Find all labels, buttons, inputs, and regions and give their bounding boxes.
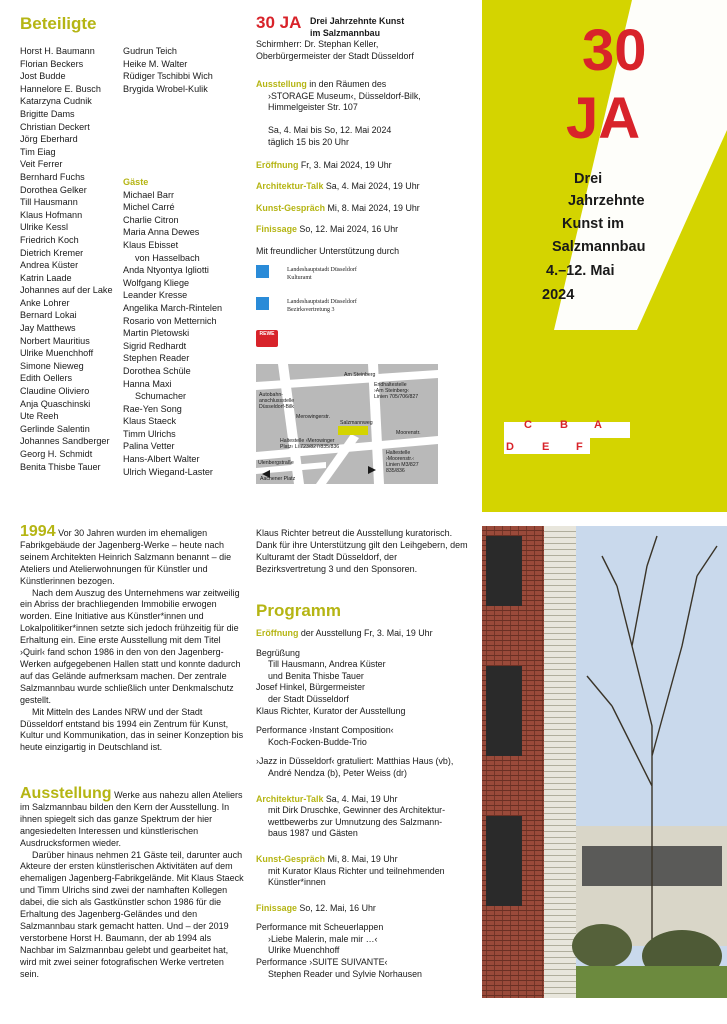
programm-text: ›Liebe Malerin, male mir …‹ [268,933,378,944]
street-label: Aachener Platz [260,476,296,482]
history-text: Vor 30 Jahren wurden im ehemaligen Fabrikgebäude der Jagenberg-Werke – heute nach seinem Architekten Heinrich Salzmann benannt – die Ateliers und Atelierwohnungen für Künstler und Künstlerinnen bezogen. [20,528,232,586]
name-list-item: Klaus Staeck [123,416,177,427]
history-text: Mit Mitteln des Landes NRW und der Stadt Düsseldorf entstand bis 1994 ein Zentrum für Kunst, Kultur und Kommunikation, das in seiner Konzeption bis heute einzigartig in Deutschland ist. [20,706,244,753]
participants-list-1 [20,45,113,473]
name-list-item: Gudrun Teich [123,46,177,56]
name-list-item: Stephen Reader [123,353,190,364]
rewe-text: REWE [259,331,275,337]
address-line: Himmelgeister Str. 107 [268,102,358,113]
patron [256,39,414,62]
sponsor-line: Bezirksvertretung 3 [287,306,335,313]
name-list-item: Georg H. Schmidt [20,449,93,459]
motorway-label: Autobahn- anschlussstelle Düsseldorf-Bilk [259,392,295,410]
panel-big-ja: JA [566,86,641,151]
programm-label: Eröffnung [256,628,299,638]
name-list-item: Friedrich Koch [20,234,79,245]
sponsor-line: Landeshauptstadt Düsseldorf [287,267,357,273]
name-list-item: Anda Ntyontya Igliotti [123,265,209,276]
patron-line: Schirmherr: Dr. Stephan Keller, [256,39,379,49]
title-line: im Salzmannbau [310,27,381,38]
stop-label-steinberg: Endhaltestelle ›Am Steinberg‹ Linien 705/706/827 [374,382,419,400]
rewe-logo-icon [256,330,278,347]
programm-text: Koch-Focken-Budde-Trio [268,736,367,747]
name-list-item: Michael Barr [123,189,175,200]
panel-line: Kunst im [562,216,625,232]
programm-text: Künstler*innen [268,877,326,888]
street-label: Am Steinberg [344,372,376,378]
name-list-item: Bernhard Fuchs [20,171,85,182]
ausstellung-text: Darüber hinaus nehmen 21 Gäste teil, darunter auch Akteure der ersten künstlerischen Aktivitäten auf dem ehemaligen Jagenberg-Fabrikgelände. Mit Klaus Staeck und Timm Ulrichs sind zwei der namhaften Kollegen dabei, die sich als Gastkünstler schon 1986 für die Erhaltung des Jagenberg-Geländes und den Salzmannbau stark gemacht hatten. Und – der 2019 verstorbene Horst H. Baumann, der ab 1994 als Nachbar im Salzmannbau gelebt und gearbeitet hat, wird mit zwei seiner fotografischen Werke vertreten sein. [20,849,244,979]
name-list-item: Horst H. Baumann [20,46,95,56]
name-list-item: Jörg Eberhard [20,134,78,145]
panel-line: Salzmannbau [552,239,646,255]
dates-line: Sa, 4. Mai bis So, 12. Mai 2024 [268,125,392,135]
duesseldorf-logo-icon [256,297,269,310]
name-list-item: Klaus Ebisset [123,239,179,250]
name-list-item: Bernard Lokai [20,310,77,321]
sponsor-2 [287,299,357,314]
name-list-item: Schumacher [135,391,187,402]
title-line: Drei Jahrzehnte Kunst [310,16,405,26]
stop-label-merowinger: Haltestelle ›Merowinger Platz‹ Li 723/827/835/836 [280,438,340,450]
programm-text: Klaus Richter, Kurator der Ausstellung [256,705,406,716]
programm-text: mit Dirk Druschke, Gewinner des Architektur- [268,805,446,816]
programm-text: ›Jazz in Düsseldorf‹ gratuliert: Matthias Haus (vb), [256,756,454,767]
stop-label-moorenstr: Haltestelle ›Moorenstr.‹ Linien M3/827 835/836 [386,450,419,474]
name-list-item: Brigitte Dams [20,108,75,119]
letter-c: C [524,419,532,431]
name-list-item: Katrin Laade [20,272,72,283]
title-panel [482,0,727,512]
name-list-item: Dorothea Schüle [123,365,191,376]
photo-illustration [482,526,727,998]
gaeste-heading: Gäste [123,177,149,187]
name-list-item: Norbert Mauritius [20,335,90,346]
ausstellung-text: Werke aus nahezu allen Ateliers im Salzmannbau bilden den Kern der Ausstellung. In ihnen spiegelt sich das ganze Spektrum der hier angesiedelten Interessen und künstlerischen Ausdrucksformen wieder. [20,790,243,848]
programm-text: Performance mit Scheuerlappen [256,922,384,933]
letter-f: F [576,441,583,453]
name-list-item: Hans-Albert Walter [123,454,200,465]
programm-text: André Nendza (b), Peter Weiss (dr) [268,767,407,778]
programm-text: Till Hausmann, Andrea Küster [268,659,386,670]
panel-line: 2024 [542,287,575,303]
history-section [20,523,245,754]
patron-line: Oberbürgermeister der Stadt Düsseldorf [256,50,414,61]
events-list [256,155,420,240]
name-list-item: Johannes Sandberger [20,436,110,447]
name-list-item: Ute Reeh [20,411,59,422]
building-photo [482,526,727,998]
panel-big-30: 30 [582,18,647,83]
badge-30ja: 30 JA [256,13,302,32]
sponsor-1 [287,267,357,282]
name-list-item: Ulrike Muenchhoff [20,348,94,359]
opening-dates [268,125,391,148]
programm-text: Stephen Reader und Sylvie Norhausen [268,968,422,979]
name-list-item: Heike M. Walter [123,58,188,69]
programm-label: Architektur-Talk [256,793,324,804]
name-list-item: Jay Matthews [20,323,76,334]
name-list-item: Till Hausmann [20,197,78,208]
street-label: Moorenstr. [396,430,421,436]
programm-list [256,628,476,980]
panel-line: Jahrzehnte [568,193,645,209]
name-list-item: Johannes auf der Lake [20,285,113,296]
ausstellung-section [20,785,245,981]
name-list-item: Tim Eiag [20,146,56,157]
curator-note: Klaus Richter betreut die Ausstellung kuratorisch. Dank für ihre Unterstützung gilt den Leihgebern, dem Kulturamt der Stadt Düsseldorf, der Bezirksvertretung 3 und den Sponsoren. [256,528,468,574]
name-list-item: Andrea Küster [20,260,79,271]
name-list-item: Palina Vetter [123,441,175,452]
name-list-item: von Hasselbach [135,252,200,263]
name-list-item: Angelika March-Rintelen [123,302,223,313]
venue-line: ›STORAGE Museum‹, Düsseldorf-Bilk, [268,90,421,101]
info-title [310,16,404,39]
duesseldorf-logo-icon [256,265,269,278]
name-list-item: Brygida Wrobel-Kulik [123,83,208,94]
name-list-item: Wolfgang Kliege [123,277,190,288]
name-list-item: Dietrich Kremer [20,247,84,258]
gaeste-list [123,189,222,479]
letter-b: B [560,419,568,431]
name-list-item: Rosario von Metternich [123,315,217,326]
name-list-item: Anke Lohrer [20,297,70,308]
sponsor-line: Kulturamt [287,274,312,281]
name-list-item: Simone Nieweg [20,360,84,371]
programm-text: der Stadt Düsseldorf [268,693,349,704]
ausstellung-info [256,79,421,114]
name-list-item: Hanna Maxi [123,378,172,389]
event-line: Finissage So, 12. Mai 2024, 16 Uhr [256,223,399,234]
programm-text: Mi, 8. Mai, 19 Uhr [325,853,398,864]
letter-e: E [542,441,550,453]
name-list-item: Jost Budde [20,71,66,82]
programm-label: Kunst-Gespräch [256,853,326,864]
name-list-item: Veit Ferrer [20,159,63,170]
name-list-item: Sigrid Redhardt [123,340,187,351]
programm-text: mit Kurator Klaus Richter und teilnehmenden [268,865,445,876]
programm-text: der Ausstellung Fr, 3. Mai, 19 Uhr [298,628,433,638]
letter-d: D [506,441,514,453]
programm-label: Finissage [256,902,297,913]
ausstellung-label: Ausstellung [256,79,307,89]
location-map [256,364,438,484]
name-list-item: Ulrich Wiegand-Laster [123,466,213,477]
name-list-item: Michel Carré [123,202,175,213]
sponsor-line: Landeshauptstadt Düsseldorf [287,299,357,305]
panel-line: 4.–12. Mai [546,263,615,279]
hours-line: täglich 15 bis 20 Uhr [268,136,349,147]
programm-text: Sa, 4. Mai, 19 Uhr [323,793,398,804]
support-text: Mit freundlicher Unterstützung durch [256,246,400,256]
name-list-item: Anja Quaschinski [20,398,91,409]
name-list-item: Dorothea Gelker [20,184,87,195]
ausstellung-text: in den Räumen des [306,79,387,89]
name-list-item: Claudine Oliviero [20,386,90,397]
programm-text: So, 12. Mai, 16 Uhr [296,902,376,913]
programm-text: Begrüßung [256,647,300,658]
name-list-item: Rae-Yen Song [123,403,182,414]
beteiligte-heading: Beteiligte [20,14,97,33]
history-year: 1994 [20,523,56,540]
salzmannbau-marker [338,426,368,435]
event-line: Eröffnung Fr, 3. Mai 2024, 19 Uhr [256,160,392,170]
name-list-item: Christian Deckert [20,121,90,132]
name-list-item: Benita Thisbe Tauer [20,461,101,472]
name-list-item: Gerlinde Salentin [20,423,90,434]
programm-text: und Benita Thisbe Tauer [268,670,364,681]
history-text: Nach dem Auszug des Unternehmens war zeitweilig ein Abriss der brachliegenden Immobilie erwogen worden. Eine Initiative aus Künstler*innen und Lokalpolitiker*innen setzte sich jedoch frühzeitig für die Erhaltung ein. Eine erste Ausstellung mit dem Titel ›Quirl‹ fand schon 1986 in den von den Jagenberg-Werken aufgegebenen Hallen statt und konnte dadurch auf das Gelände aufmerksam machen. Der zentrale Salzmannbau wurde schließlich unter Denkmalschutz gestellt. [20,587,241,705]
programm-text: Ulrike Muenchhoff [268,945,340,956]
programm-text: baus 1987 und Gästen [268,828,358,839]
name-list-item: Timm Ulrichs [123,428,176,439]
name-list-item: Ulrike Kessl [20,222,69,233]
event-line: Architektur-Talk Sa, 4. Mai 2024, 19 Uhr [256,181,420,192]
programm-text: Josef Hinkel, Bürgermeister [256,682,366,693]
name-list-item: Edith Oellers [20,373,73,384]
name-list-item: Charlie Citron [123,214,179,225]
letter-a: A [594,419,602,431]
street-label: Ulenbergstraße [258,460,294,466]
name-list-item: Martin Pletowski [123,328,190,339]
programm-text: wettbewerbs zur Umnutzung des Salzmann- [268,816,443,827]
programm-text: Performance ›SUITE SUIVANTE‹ [256,957,388,968]
ausstellung-heading: Ausstellung [20,785,112,802]
name-list-item: Rüdiger Tschibbi Wich [123,71,213,82]
info-header [256,13,301,33]
street-label: Merowingerstr. [296,414,331,420]
event-line: Kunst-Gespräch Mi, 8. Mai 2024, 19 Uhr [256,202,420,213]
panel-line: Drei [574,171,603,187]
name-list-item: Maria Anna Dewes [123,227,200,238]
participants-list-2 [123,45,213,95]
name-list-item: Hannelore E. Busch [20,83,101,94]
name-list-item: Leander Kresse [123,290,188,301]
programm-text: Performance ›Instant Composition‹ [256,725,394,736]
street-label: Salzmannweg [340,420,373,426]
programm-heading: Programm [256,601,342,620]
name-list-item: Klaus Hofmann [20,209,83,220]
name-list-item: Katarzyna Cudnik [20,96,92,107]
name-list-item: Florian Beckers [20,58,84,69]
